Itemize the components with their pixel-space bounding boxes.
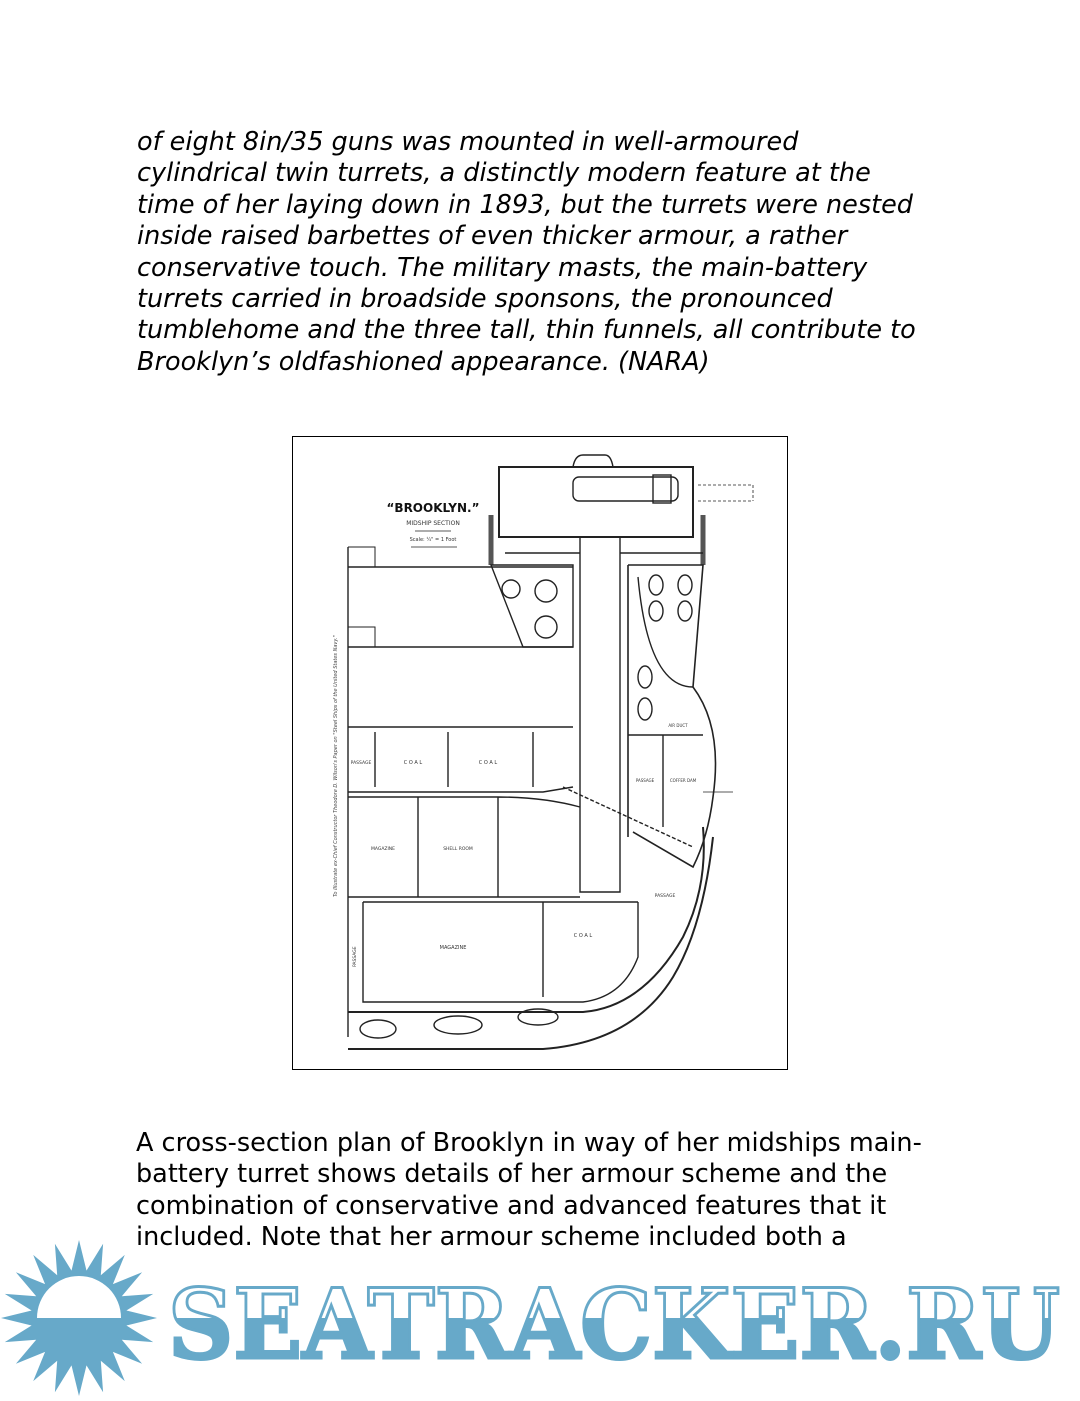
drawing-scale: Scale: ¼" = 1 Foot: [409, 537, 457, 543]
drawing-side-note: To Illustrate ex-Chief Constructor Theodore D. Wilson's Paper on "Steel Ships of the United States Navy.": [333, 635, 339, 897]
caption-top: [137, 127, 916, 378]
caption-line: tumblehome and the three tall, thin funnels, all contribute to: [137, 315, 916, 346]
drawing-subtitle: MIDSHIP SECTION: [406, 520, 460, 527]
caption-line: Brooklyn’s oldfashioned appearance. (NARA): [137, 346, 710, 377]
seatracker-watermark: [0, 1238, 1080, 1397]
label-magazine-upper: MAGAZINE: [370, 847, 396, 852]
caption-line: conservative touch. The military masts, the main-battery: [137, 252, 868, 283]
label-air-duct: AIR DUCT: [668, 723, 688, 728]
caption-bottom: [136, 1128, 922, 1254]
label-passage: PASSAGE: [635, 778, 655, 783]
label-coffer-dam: COFFER DAM: [669, 778, 697, 783]
label-passage: PASSAGE: [353, 946, 358, 967]
label-magazine-lower: MAGAZINE: [439, 945, 467, 951]
label-coal: C O A L: [573, 933, 593, 939]
caption-line: cylindrical twin turrets, a distinctly modern feature at the: [137, 158, 871, 189]
watermark-text: SEATRACKER.RU: [168, 1268, 1060, 1381]
caption-line: time of her laying down in 1893, but the turrets were nested: [137, 189, 913, 220]
midship-section-drawing: [292, 436, 788, 1070]
caption-line: of eight 8in/35 guns was mounted in well-armoured: [137, 127, 799, 157]
drawing-title: “BROOKLYN.”: [386, 501, 480, 515]
caption-line: combination of conservative and advanced features that it: [136, 1190, 887, 1221]
caption-line: turrets carried in broadside sponsons, the pronounced: [137, 284, 833, 315]
caption-line: battery turret shows details of her armour scheme and the: [136, 1159, 888, 1190]
label-shell-room: SHELL ROOM: [443, 847, 473, 852]
sun-logo-icon: [0, 1238, 1080, 1397]
caption-line: included. Note that her armour scheme included both a: [136, 1222, 847, 1253]
caption-line: inside raised barbettes of even thicker armour, a rather: [137, 221, 848, 252]
label-coal: C O A L: [478, 760, 498, 766]
caption-line: A cross-section plan of Brooklyn in way of her midships main-: [136, 1128, 922, 1158]
label-passage: PASSAGE: [654, 894, 676, 899]
label-passage: PASSAGE: [350, 761, 372, 766]
label-coal: C O A L: [403, 760, 423, 766]
